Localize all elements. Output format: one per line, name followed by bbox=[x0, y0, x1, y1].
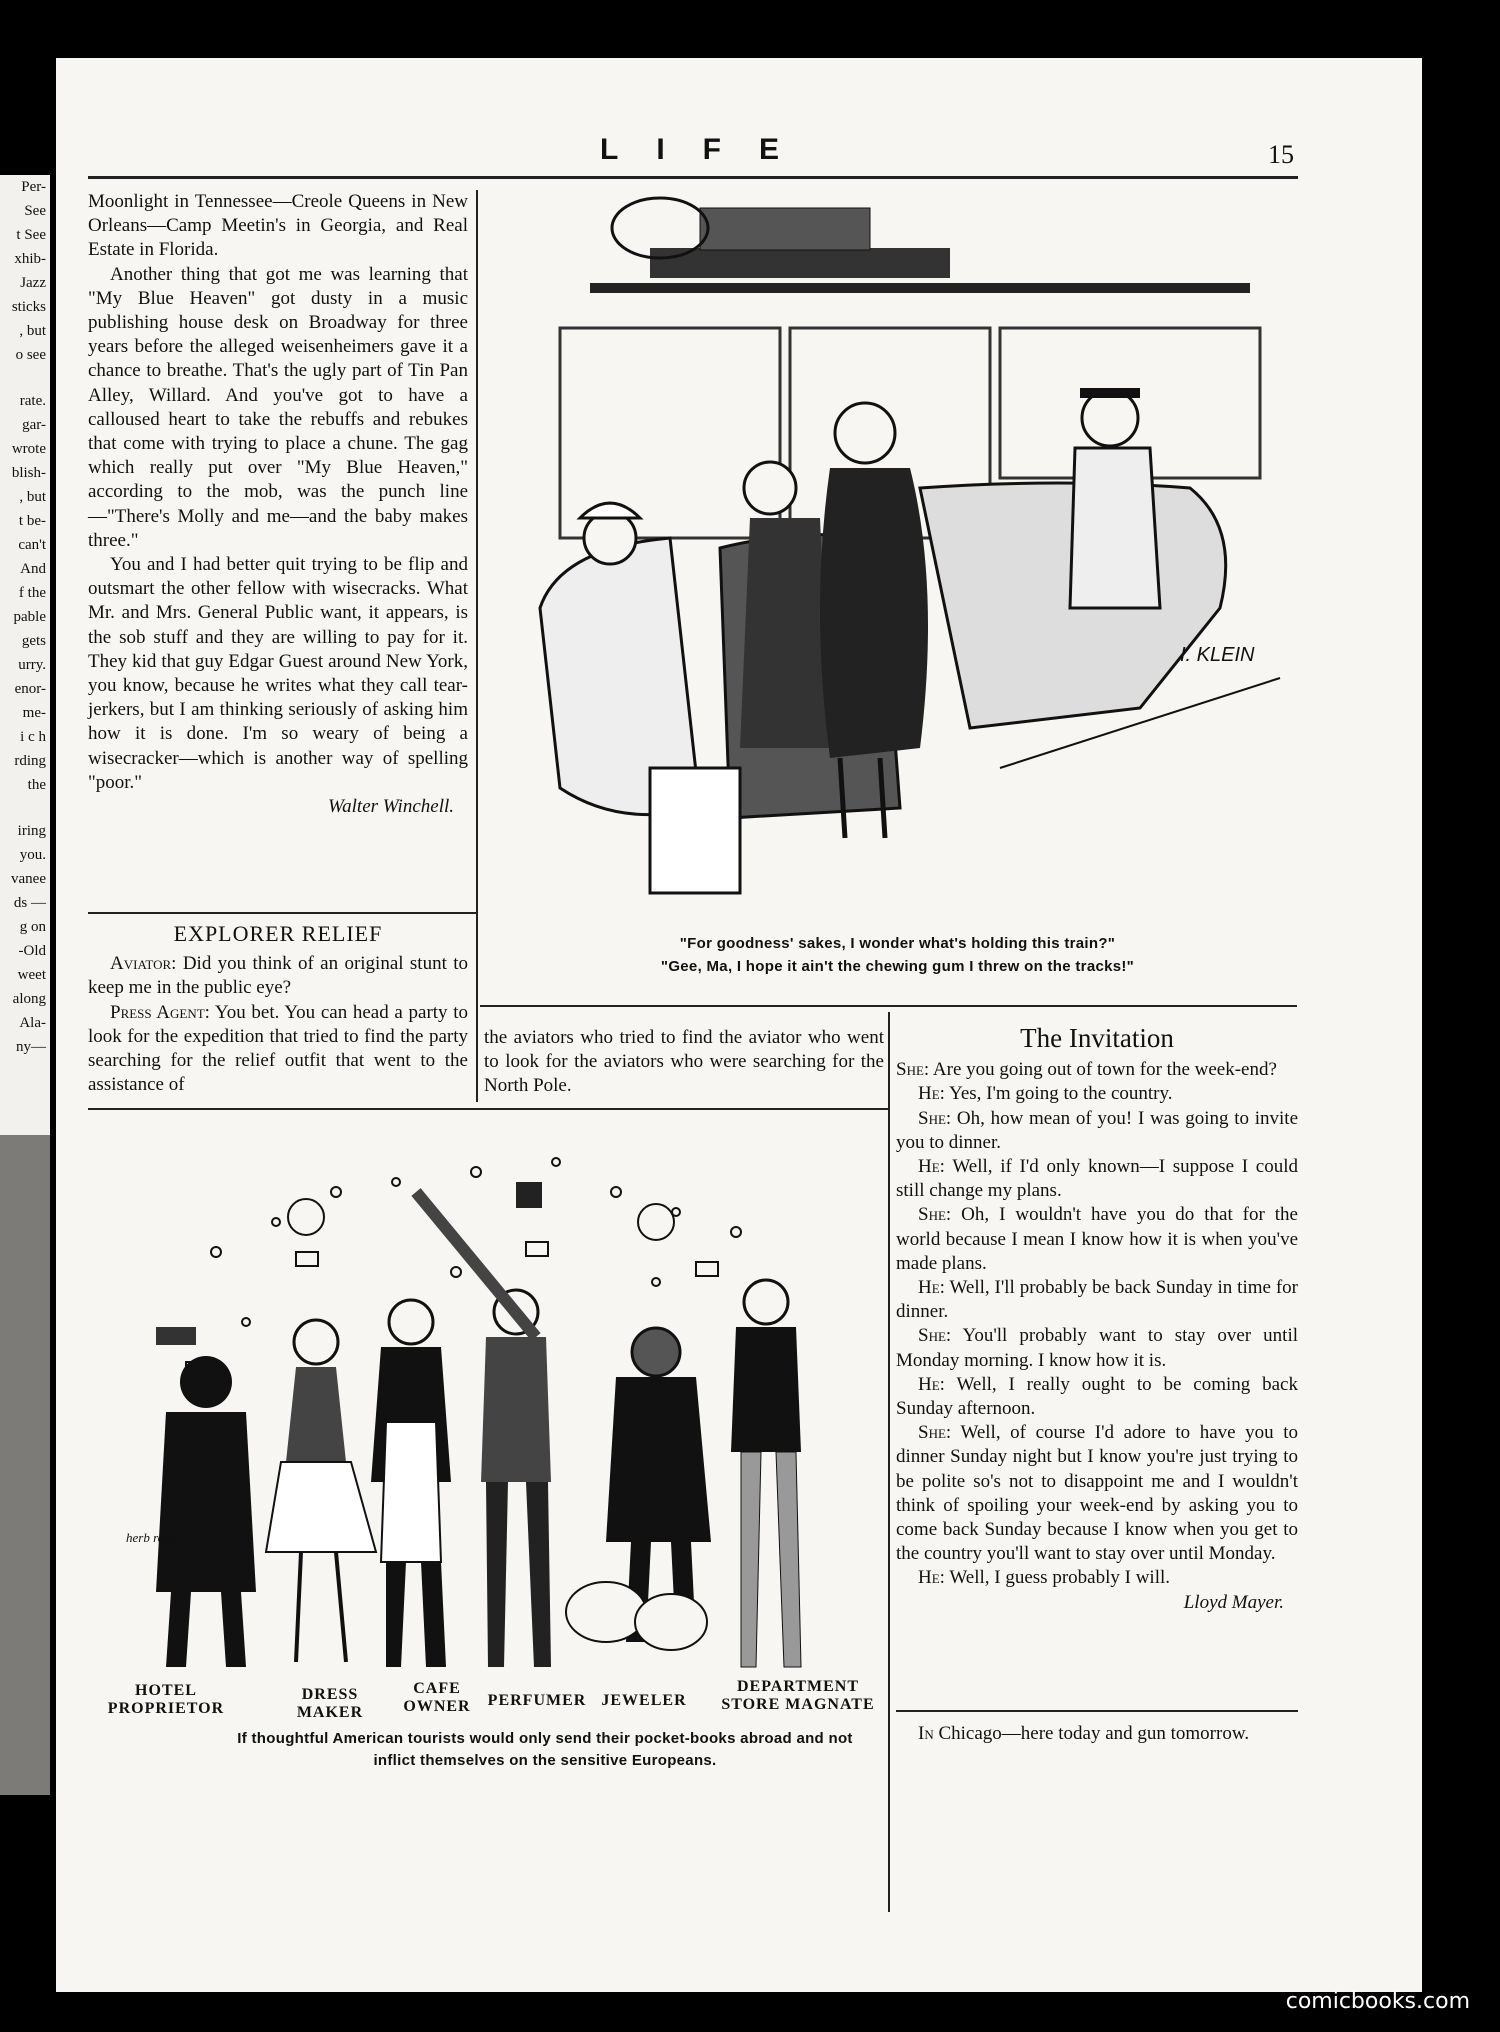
dialogue-line bbox=[896, 1082, 1298, 1106]
aviator-speaker: Aviator: bbox=[110, 953, 177, 975]
speaker-label: He: bbox=[918, 1567, 945, 1589]
dialogue-line bbox=[896, 1276, 1298, 1324]
invitation-article bbox=[896, 1020, 1298, 1615]
winchell-column bbox=[88, 190, 468, 819]
adjacent-page-text-fragment: See bbox=[24, 203, 46, 219]
winchell-paragraph: You and I had better quit trying to be flip and outsmart the other fellow with wisecracks. What Mr. and Mrs. General Public want, it appears, is the sob stuff and they are willing to pay for it. They kid that guy Edgar Guest around New York, you know, because he writes what they call tear-jerkers, but I am thinking seriously of asking him how it is done. I'm so weary of being a wisecracker—which is another way of spelling "poor." bbox=[88, 554, 468, 793]
adjacent-page-text-fragment: ds — bbox=[13, 895, 46, 911]
tourist-cartoon-artist: herb roth bbox=[126, 1530, 175, 1545]
speaker-label: He: bbox=[918, 1277, 945, 1299]
dialogue-line bbox=[896, 1373, 1298, 1421]
adjacent-page-text-fragment: rate. bbox=[19, 393, 46, 409]
adjacent-page-text-fragment: Ala- bbox=[19, 1015, 46, 1031]
adjacent-page-text-fragment bbox=[0, 367, 50, 389]
label-jeweler: JEWELER bbox=[601, 1692, 687, 1709]
speaker-label: He: bbox=[918, 1156, 945, 1178]
adjacent-page-text-fragment: me- bbox=[22, 705, 46, 721]
explorer-heading: EXPLORER RELIEF bbox=[173, 921, 383, 946]
masthead-rule bbox=[88, 176, 1298, 179]
dialogue-line bbox=[896, 1107, 1298, 1155]
speaker-label: She: bbox=[918, 1204, 952, 1226]
dialogue-line bbox=[896, 1203, 1298, 1276]
dialogue-line bbox=[896, 1058, 1298, 1082]
adjacent-page-text-fragment: gar- bbox=[22, 417, 46, 433]
adjacent-page-text-fragment: sticks bbox=[11, 299, 46, 315]
dialogue-text: Well, if I'd only known—I suppose I could still change my plans. bbox=[896, 1156, 1298, 1202]
label-perfumer: PERFUMER bbox=[487, 1692, 587, 1709]
invitation-dialogue bbox=[896, 1058, 1298, 1590]
adjacent-page-text-fragment: wrote bbox=[11, 441, 46, 457]
masthead: LIFE bbox=[600, 133, 817, 166]
adjacent-page-text-fragment: xhib- bbox=[14, 251, 46, 267]
adjacent-page-text-fragment: urry. bbox=[18, 657, 46, 673]
adjacent-page-strip bbox=[0, 175, 50, 1795]
train-caption-line-2: "Gee, Ma, I hope it ain't the chewing gum I threw on the tracks!" bbox=[660, 958, 1135, 975]
dialogue-text: Yes, I'm going to the country. bbox=[949, 1083, 1173, 1105]
adjacent-page-text-fragment: , but bbox=[19, 489, 46, 505]
adjacent-page-text-fragment: ny— bbox=[16, 1039, 46, 1055]
aviator-line: Did you think of an original stunt to keep me in the public eye? bbox=[88, 953, 469, 999]
speaker-label: She: bbox=[918, 1422, 952, 1444]
adjacent-page-text-fragment: t be- bbox=[18, 513, 46, 529]
column-divider bbox=[888, 1012, 890, 1912]
adjacent-page-text-fragment: vanee bbox=[11, 871, 46, 887]
label-dress-maker: DRESS MAKER bbox=[296, 1686, 364, 1721]
label-hotel-proprietor: HOTEL PROPRIETOR bbox=[107, 1682, 225, 1717]
tourist-caption: If thoughtful American tourists would only send their pocket-books abroad and not inflict themselves on the sensitive Europeans. bbox=[237, 1730, 853, 1769]
section-rule bbox=[480, 1005, 1297, 1007]
dialogue-text: Well, I'll probably be back Sunday in time for dinner. bbox=[896, 1277, 1298, 1323]
adjacent-page-text-fragment: enor- bbox=[14, 681, 46, 697]
adjacent-page-text-fragment: -Old bbox=[18, 943, 46, 959]
adjacent-page-text-fragment: Per- bbox=[21, 179, 46, 195]
section-rule bbox=[88, 912, 476, 914]
train-caption-line-1: "For goodness' sakes, I wonder what's holding this train?" bbox=[679, 935, 1116, 952]
winchell-paragraph: Another thing that got me was learning that "My Blue Heaven" got dusty in a music publishing house desk on Broadway for three years before the alleged weisenheimers gave it a chance to breathe. That's the ugly part of Tin Pan Alley, Willard. And you've got to have a calloused heart to take the rebuffs and rebukes that come with trying to place a chune. The gag which really put over "My Blue Heaven," according to the mob, was the punch line—"There's Molly and me—and the baby makes three." bbox=[88, 263, 468, 551]
chicago-lead: In bbox=[918, 1723, 934, 1744]
winchell-signature: Walter Winchell. bbox=[328, 796, 454, 818]
site-watermark: comicbooks.com bbox=[1285, 1989, 1470, 2014]
speaker-label: He: bbox=[918, 1083, 945, 1105]
chicago-text: Chicago—here today and gun tomorrow. bbox=[938, 1723, 1250, 1744]
winchell-paragraph: Moonlight in Tennessee—Creole Queens in New Orleans—Camp Meetin's in Georgia, and Real Estate in Florida. bbox=[88, 191, 468, 261]
dialogue-text: Oh, how mean of you! I was going to invite you to dinner. bbox=[896, 1107, 1298, 1153]
adjacent-page-text-fragment: the bbox=[27, 777, 46, 793]
tourist-cartoon-illustration bbox=[96, 1122, 876, 1682]
adjacent-page-text-fragment: rding bbox=[14, 753, 46, 769]
column-divider bbox=[476, 190, 478, 1102]
press-agent-line: You bet. You can head a party to look for the expedition that tried to find the party searching for the relief outfit that went to the assistance of bbox=[88, 1001, 469, 1096]
dialogue-line bbox=[896, 1566, 1298, 1590]
adjacent-page-text-fragment: Jazz bbox=[20, 275, 46, 291]
train-cartoon-signature: I. KLEIN bbox=[1180, 644, 1255, 666]
adjacent-page-text-fragment: f the bbox=[18, 585, 46, 601]
explorer-relief-article bbox=[88, 918, 468, 1097]
adjacent-page-text-fragment: weet bbox=[17, 967, 46, 983]
section-rule bbox=[88, 1108, 888, 1110]
dialogue-text: You'll probably want to stay over until Monday morning. I know how it is. bbox=[896, 1325, 1298, 1371]
adjacent-page-text-fragment: pable bbox=[13, 609, 46, 625]
invitation-signature: Lloyd Mayer. bbox=[1183, 1591, 1284, 1613]
speaker-label: He: bbox=[918, 1373, 945, 1395]
explorer-continuation-text: the aviators who tried to find the aviator who went to look for the aviators who were searching for the North Pole. bbox=[484, 1027, 884, 1097]
adjacent-page-text-fragment: , but bbox=[19, 323, 46, 339]
dialogue-line bbox=[896, 1155, 1298, 1203]
label-cafe-owner: CAFE OWNER bbox=[403, 1680, 471, 1715]
adjacent-page-text-fragment: And bbox=[20, 561, 46, 577]
speaker-label: She: bbox=[896, 1059, 930, 1081]
adjacent-page-text-fragment: o see bbox=[15, 347, 46, 363]
invitation-title: The Invitation bbox=[1020, 1023, 1174, 1053]
train-cartoon bbox=[500, 188, 1295, 908]
dialogue-line bbox=[896, 1421, 1298, 1566]
adjacent-page-text-fragment: you. bbox=[19, 847, 46, 863]
adjacent-page-text-fragment: g on bbox=[19, 919, 46, 935]
train-caption bbox=[500, 932, 1295, 978]
dialogue-text: Well, I guess probably I will. bbox=[949, 1567, 1170, 1589]
section-rule bbox=[896, 1710, 1298, 1712]
speaker-label: She: bbox=[918, 1107, 952, 1129]
adjacent-page-text-fragment bbox=[0, 797, 50, 819]
explorer-continuation bbox=[484, 1026, 884, 1099]
adjacent-page-text-fragment: i c h bbox=[20, 729, 46, 745]
dialogue-text: Well, of course I'd adore to have you to dinner Sunday night but I know you're just trying to be polite so's not to disappoint me and I wouldn't think of spoiling your week-end by asking you to come back Sunday because I know when you get to the country you'll want to stay over until Monday. bbox=[896, 1422, 1298, 1565]
press-agent-speaker: Press Agent: bbox=[110, 1001, 210, 1023]
adjacent-page-text-fragment: can't bbox=[18, 537, 46, 553]
adjacent-page-illustration bbox=[0, 1135, 50, 1795]
page-number: 15 bbox=[1268, 140, 1294, 169]
adjacent-page-text-fragment: gets bbox=[21, 633, 46, 649]
dialogue-line bbox=[896, 1324, 1298, 1372]
adjacent-page-text-fragment: t See bbox=[16, 227, 46, 243]
label-department-store-magnate: DEPARTMENT STORE MAGNATE bbox=[721, 1678, 875, 1713]
speaker-label: She: bbox=[918, 1325, 952, 1347]
tourist-cartoon bbox=[96, 1122, 876, 1682]
dialogue-text: Well, I really ought to be coming back Sunday afternoon. bbox=[896, 1373, 1298, 1420]
train-cartoon-illustration bbox=[500, 188, 1295, 908]
dialogue-text: Are you going out of town for the week-end? bbox=[932, 1059, 1277, 1081]
chicago-item bbox=[896, 1722, 1298, 1746]
adjacent-page-text-fragment: iring bbox=[17, 823, 46, 839]
adjacent-page-text-fragment: blish- bbox=[11, 465, 46, 481]
dialogue-text: Oh, I wouldn't have you do that for the world because I mean I know how it is when you've made plans. bbox=[896, 1204, 1298, 1274]
adjacent-page-text-fragment: along bbox=[12, 991, 46, 1007]
